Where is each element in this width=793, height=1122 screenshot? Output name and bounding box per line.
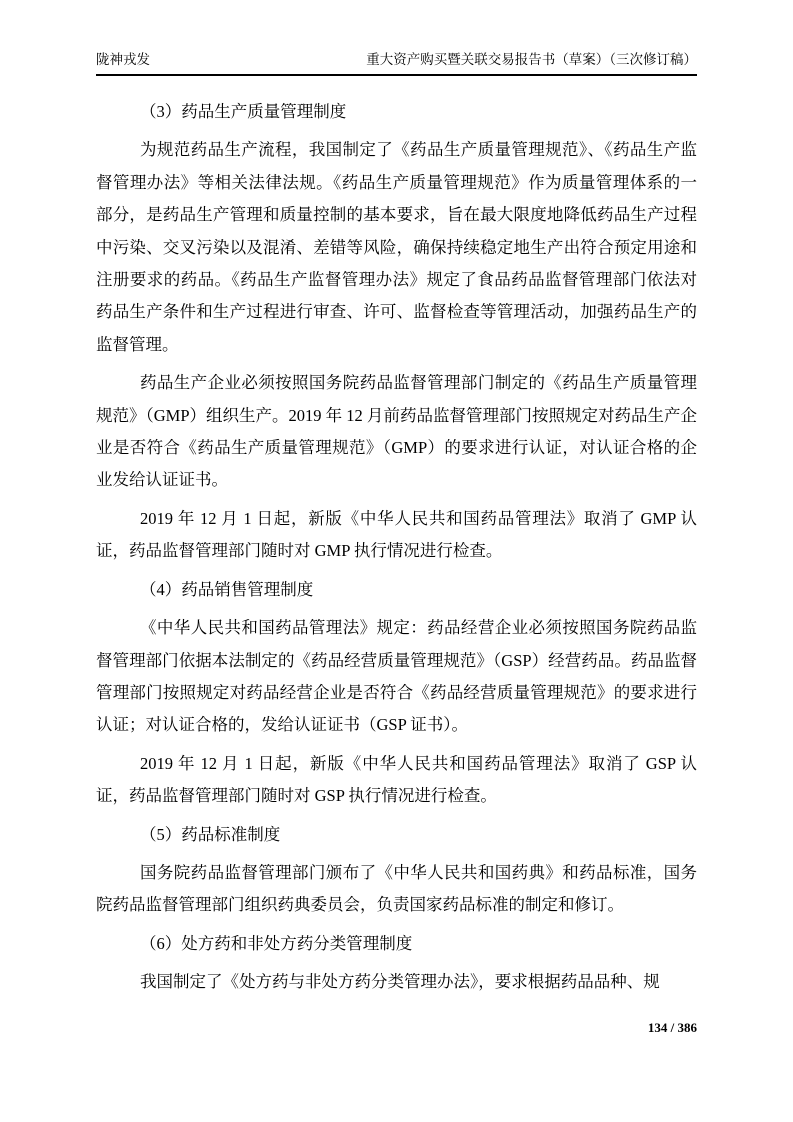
- section-heading-4: （4）药品销售管理制度: [140, 579, 314, 599]
- document-body: [96, 96, 697, 1005]
- body-paragraph: 为规范药品生产流程，我国制定了《药品生产质量管理规范》、《药品生产监督管理办法》等相关法律法规。《药品生产质量管理规范》作为质量管理体系的一部分，是药品生产管理和质量控制的基本要求，旨在最大限度地降低药品生产过程中污染、交叉污染以及混淆、差错等风险，确保持续稳定地生产出符合预定用途和注册要求的药品。《药品生产监督管理办法》规定了食品药品监督管理部门依法对药品生产条件和生产过程进行审查、许可、监督检查等管理活动，加强药品生产的监督管理。: [96, 140, 697, 354]
- page-footer: [648, 1020, 697, 1036]
- page-header: [96, 50, 697, 76]
- body-paragraph: 2019 年 12 月 1 日起，新版《中华人民共和国药品管理法》取消了 GSP 认证，药品监督管理部门随时对 GSP 执行情况进行检查。: [96, 753, 697, 806]
- section-heading-6: （6）处方药和非处方药分类管理制度: [140, 933, 413, 953]
- header-company-name: 陇神戎发: [96, 52, 150, 67]
- section-heading-5: （5）药品标准制度: [140, 824, 281, 844]
- body-paragraph: 2019 年 12 月 1 日起，新版《中华人民共和国药品管理法》取消了 GMP 认证，药品监督管理部门随时对 GMP 执行情况进行检查。: [96, 508, 697, 561]
- header-report-title: 重大资产购买暨关联交易报告书（草案）（三次修订稿）: [366, 52, 697, 67]
- body-paragraph: 《中华人民共和国药品管理法》规定：药品经营企业必须按照国务院药品监督管理部门依据本法制定的《药品经营质量管理规范》（GSP）经营药品。药品监督管理部门按照规定对药品经营企业是否符合《药品经营质量管理规范》的要求进行认证；对认证合格的，发给认证证书（GSP 证书）。: [96, 618, 697, 735]
- body-paragraph: 国务院药品监督管理部门颁布了《中华人民共和国药典》和药品标准，国务院药品监督管理部门组织药典委员会，负责国家药品标准的制定和修订。: [96, 862, 697, 915]
- page-number: 134 / 386: [647, 1020, 697, 1035]
- body-paragraph: 我国制定了《处方药与非处方药分类管理办法》，要求根据药品品种、规: [140, 972, 660, 992]
- body-paragraph: 药品生产企业必须按照国务院药品监督管理部门制定的《药品生产质量管理规范》（GMP）组织生产。2019 年 12 月前药品监督管理部门按照规定对药品生产企业是否符合《药品生产质量管理规范》（GMP）的要求进行认证，对认证合格的企业发给认证证书。: [96, 373, 697, 490]
- section-heading-3: （3）药品生产质量管理制度: [140, 102, 347, 121]
